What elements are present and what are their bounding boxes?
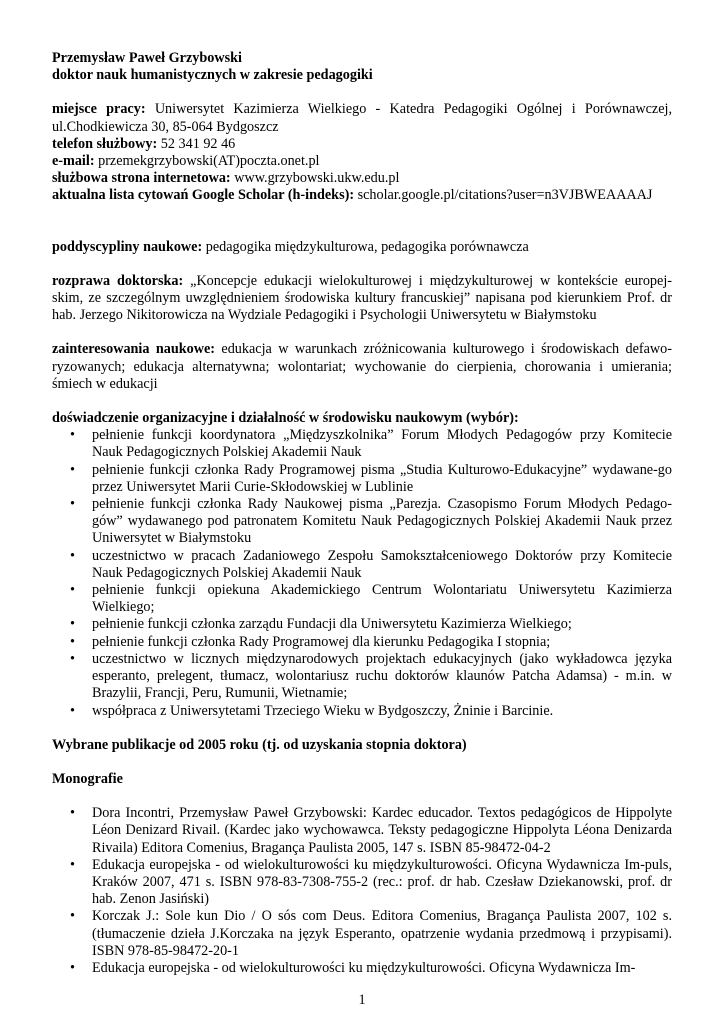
website-line xyxy=(52,170,672,187)
list-item: • pełnienie funkcji członka zarządu Fundacji dla Uniwersytetu Kazimierza Wielkiego; xyxy=(52,616,672,633)
citations-label: aktualna lista cytowań Google Scholar (h-indeks): xyxy=(52,187,355,204)
email-label: e-mail: xyxy=(52,153,95,170)
author-name: Przemysław Paweł Grzybowski xyxy=(52,50,242,66)
publications-heading: Wybrane publikacje od 2005 roku (tj. od uzyskania stopnia doktora) xyxy=(52,736,467,753)
phone-line xyxy=(52,136,672,153)
interests-value: edukacja w warunkach zróżnicowania kulturowego i środowiskach defawo-ryzowanych; edukacja alternatywna; wolontariat; wychowanie do cierpienia, chorowania i umierania; śmiech w edukacji xyxy=(52,341,672,392)
publications-list xyxy=(52,805,672,977)
subdisciplines-label: poddyscypliny naukowe: xyxy=(52,238,203,255)
dissertation-paragraph xyxy=(52,273,672,325)
interests-label: zainteresowania naukowe: xyxy=(52,341,215,358)
email-value: przemekgrzybowski(AT)poczta.onet.pl xyxy=(98,153,320,170)
list-item: • uczestnictwo w pracach Zadaniowego Zespołu Samokształceniowego Doktorów przy Komitecie Nauk Pedagogicznych Polskiej Akademii Nauk xyxy=(52,548,672,582)
list-item: • Edukacja europejska - od wielokulturowości ku międzykulturowości. Oficyna Wydawnicza Im-puls, Kraków 2007, 471 s. ISBN 978-83-7308-755-2 (rec.: prof. dr hab. Czesław Dziekanowski, prof. dr hab. Zenon Jasiński) xyxy=(52,857,672,909)
list-item: • pełnienie funkcji członka Rady Programowej dla kierunku Pedagogika I stopnia; xyxy=(52,634,672,651)
list-item: • Edukacja europejska - od wielokulturowości ku międzykulturowości. Oficyna Wydawnicza Im- xyxy=(52,960,672,977)
experience-list xyxy=(52,427,672,719)
website-label: służbowa strona internetowa: xyxy=(52,170,231,187)
document-page xyxy=(52,50,672,977)
list-item: • współpraca z Uniwersytetami Trzeciego Wieku w Bydgoszczy, Żninie i Barcinie. xyxy=(52,703,672,720)
citations-value: scholar.google.pl/citations?user=n3VJBWEAAAAJ xyxy=(357,187,653,204)
list-item: • pełnienie funkcji opiekuna Akademickiego Centrum Wolontariatu Uniwersytetu Kazimierza Wielkiego; xyxy=(52,582,672,616)
subdisciplines-value: pedagogika międzykulturowa, pedagogika porównawcza xyxy=(205,238,529,255)
list-item: • Dora Incontri, Przemysław Paweł Grzybowski: Kardec educador. Textos pedagógicos de Hippolyte Léon Denizard Rivail. (Kardec jako wychowawca. Teksty pedagogiczne Hippolyta Léona Denizarda Rivaila) Editora Comenius, Bragança Paulista 2005, 147 s. ISBN 85-98472-04-2 xyxy=(52,805,672,857)
author-degree: doktor nauk humanistycznych w zakresie pedagogiki xyxy=(52,67,373,84)
list-item: • pełnienie funkcji członka Rady Programowej pisma „Studia Kulturowo-Edukacyjne” wydawane-go przez Uniwersytet Marii Curie-Skłodowskiej w Lublinie xyxy=(52,462,672,496)
phone-label: telefon służbowy: xyxy=(52,135,158,152)
list-item: • Korczak J.: Sole kun Dio / O sós com Deus. Editora Comenius, Bragança Paulista 2007, 102 s. (tłumaczenie dzieła J.Korczaka na język Esperanto, opatrzenie wydania przedmową i przypisami). ISBN 978-85-98472-20-1 xyxy=(52,908,672,960)
workplace-value: Uniwersytet Kazimierza Wielkiego - Katedra Pedagogiki Ogólnej i Porównawczej, ul.Chodkiewicza 30, 85-064 Bydgoszcz xyxy=(52,101,672,135)
monographs-heading: Monografie xyxy=(52,770,123,787)
page-number: 1 xyxy=(358,992,366,1008)
experience-heading: doświadczenie organizacyjne i działalność w środowisku naukowym (wybór): xyxy=(52,410,519,427)
list-item: • pełnienie funkcji koordynatora „Międzyszkolnika” Forum Młodych Pedagogów przy Komitecie Nauk Pedagogicznych Polskiej Akademii Nauk xyxy=(52,427,672,461)
list-item: • pełnienie funkcji członka Rady Naukowej pisma „Parezja. Czasopismo Forum Młodych Pedago-gów” wydawanego pod patronatem Komitetu Nauk Pedagogicznych Polskiej Akademii Nauk przez Uniwersytet w Białymstoku xyxy=(52,496,672,548)
workplace-line xyxy=(52,101,672,135)
dissertation-label: rozprawa doktorska: xyxy=(52,272,184,289)
website-value: www.grzybowski.ukw.edu.pl xyxy=(234,170,400,187)
email-line xyxy=(52,153,672,170)
workplace-label: miejsce pracy: xyxy=(52,101,146,118)
interests-paragraph xyxy=(52,341,672,393)
dissertation-value: „Koncepcje edukacji wielokulturowej i międzykulturowej w kontekście europej-skim, ze szczególnym uwzględnieniem środowiska kultury francuskiej” napisana pod kierunkiem Prof. dr hab. Jerzego Nikitorowicza na Wydziale Pedagogiki i Psychologii Uniwersytetu w Białymstoku xyxy=(52,272,672,324)
citations-line xyxy=(52,187,672,204)
subdisciplines-line xyxy=(52,239,672,256)
list-item: • uczestnictwo w licznych międzynarodowych projektach edukacyjnych (jako wykładowca języka esperanto, prelegent, tłumacz, wolontariusz ruchu doktorów klaunów Patcha Adamsa) - m.in. w Brazylii, Francji, Peru, Rumunii, Wietnamie; xyxy=(52,651,672,703)
phone-value: 52 341 92 46 xyxy=(160,135,236,152)
